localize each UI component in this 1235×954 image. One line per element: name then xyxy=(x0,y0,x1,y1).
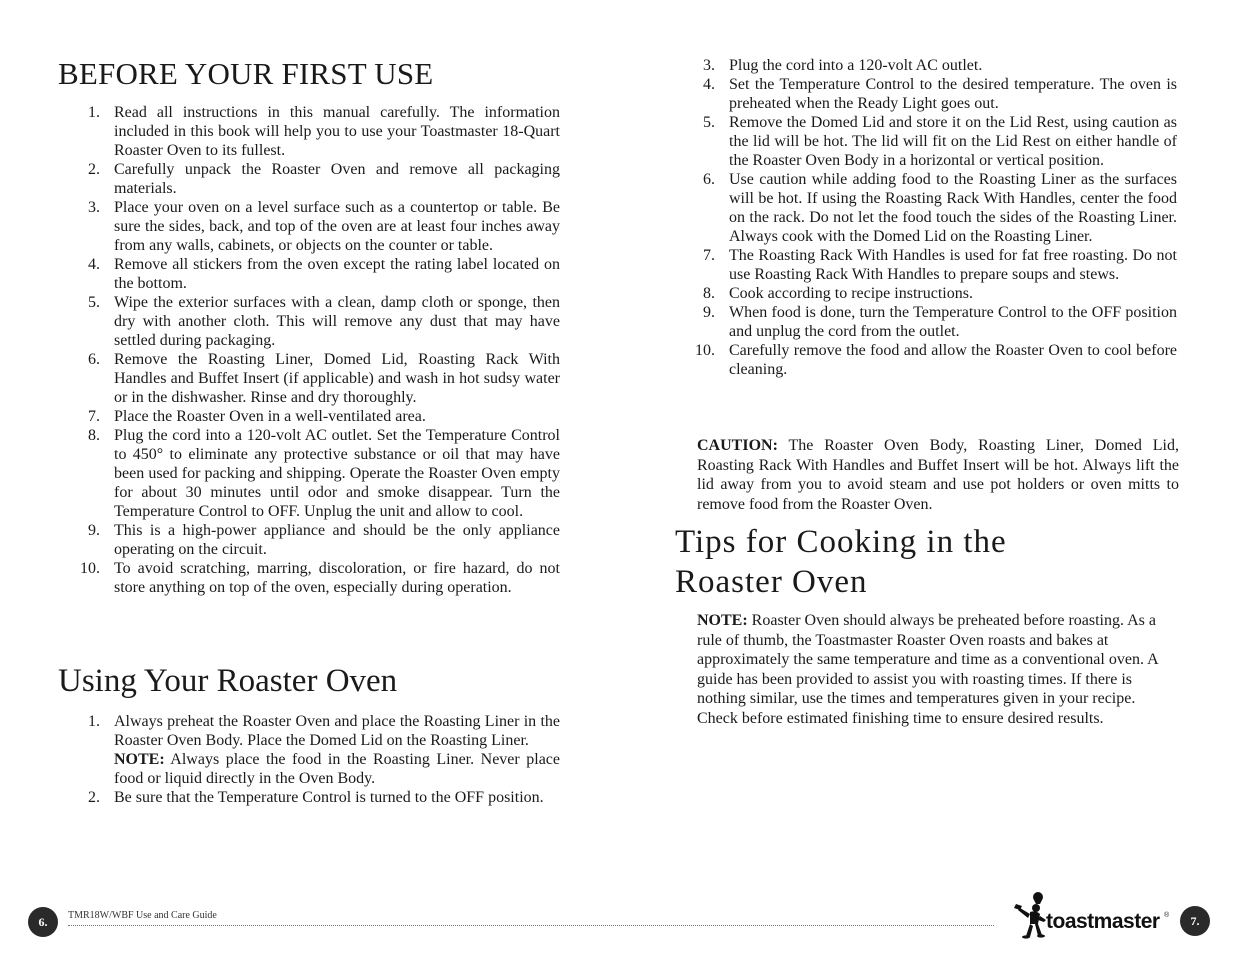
toastmaster-chef-mascot-icon xyxy=(1012,890,1048,940)
page-number-badge-left: 6. xyxy=(28,907,58,937)
list-item: 8. Cook according to recipe instructions. xyxy=(703,285,973,302)
heading-before-first-use: BEFORE YOUR FIRST USE xyxy=(58,56,434,91)
list-item: 2. Carefully unpack the Roaster Oven and remove all packaging materials. xyxy=(88,161,560,197)
heading-using-roaster-oven: Using Your Roaster Oven xyxy=(58,663,398,699)
list-item: 6. Remove the Roasting Liner, Domed Lid, Roasting Rack With Handles and Buffet Insert (if applicable) and wash in hot sudsy water or in the dishwasher. Rinse and dry thoroughly. xyxy=(88,351,560,406)
note-label: NOTE: xyxy=(697,612,748,629)
caution-paragraph: CAUTION: The Roaster Oven Body, Roasting Liner, Domed Lid, Roasting Rack With Handles and Buffet Insert will be hot. Always lift the lid away from you to avoid steam and use pot holders or oven mitts to remove food from the Roaster Oven. xyxy=(697,437,1179,513)
using-roaster-oven-list-continued xyxy=(673,56,1177,379)
list-item: 3. Plug the cord into a 120-volt AC outlet. xyxy=(703,57,983,74)
list-item: 1. Read all instructions in this manual carefully. The information included in this book will help you to use your Toastmaster 18-Quart Roaster Oven to its fullest. xyxy=(88,104,560,159)
list-item: 4. Remove all stickers from the oven except the rating label located on the bottom. xyxy=(88,256,560,292)
guide-title: TMR18W/WBF Use and Care Guide xyxy=(68,910,217,921)
list-item: 4. Set the Temperature Control to the desired temperature. The oven is preheated when the Ready Light goes out. xyxy=(703,76,1177,112)
before-first-use-list xyxy=(58,103,560,597)
list-item: 3. Place your oven on a level surface such as a countertop or table. Be sure the sides, back, and top of the oven are at least four inches away from any walls, cabinets, or objects on the counter or table. xyxy=(88,199,560,254)
list-item: 9. When food is done, turn the Temperature Control to the OFF position and unplug the cord from the outlet. xyxy=(703,304,1177,340)
toastmaster-logo xyxy=(1012,890,1172,940)
list-item: 5. Remove the Domed Lid and store it on the Lid Rest, using caution as the lid will be hot. The lid will fit on the Lid Rest on either handle of the Roaster Oven Body in a horizontal or vertical position. xyxy=(703,114,1177,169)
dotted-divider xyxy=(68,925,994,926)
list-item: 6. Use caution while adding food to the Roasting Liner as the surfaces will be hot. If using the Roasting Rack With Handles, center the food on the rack. Do not let the food touch the sides of the Roasting Liner. Always cook with the Domed Lid on the Roasting Liner. xyxy=(703,171,1177,245)
heading-tips-for-cooking: Tips for Cooking in the Roaster Oven xyxy=(675,524,1007,600)
list-item: 1. Always preheat the Roaster Oven and place the Roasting Liner in the Roaster Oven Body. Place the Domed Lid on the Roasting Liner. NOTE: Always place the food in the Roasting Liner. Never place food or liquid directly in the Oven Body. xyxy=(88,713,560,787)
caution-label: CAUTION: xyxy=(697,437,778,454)
list-item: 9. This is a high-power appliance and should be the only appliance operating on the circuit. xyxy=(88,522,560,558)
tips-note-paragraph: NOTE: Roaster Oven should always be preheated before roasting. As a rule of thumb, the Toastmaster Roaster Oven roasts and bakes at approximately the same temperature and time as a conventional oven. A guide has been provided to assist you with roasting times. If there is nothing similar, use the times and temperatures given in your recipe. Check before estimated finishing time to ensure desired results. xyxy=(697,612,1158,727)
page-number-badge-right: 7. xyxy=(1180,906,1210,936)
list-item: 7. Place the Roaster Oven in a well-ventilated area. xyxy=(88,408,426,425)
note-label: NOTE: xyxy=(114,751,165,768)
list-item: 10. Carefully remove the food and allow the Roaster Oven to cool before cleaning. xyxy=(695,342,1177,378)
list-item: 2. Be sure that the Temperature Control is turned to the OFF position. xyxy=(88,789,544,806)
list-item: 8. Plug the cord into a 120-volt AC outlet. Set the Temperature Control to 450° to eliminate any protective substance or oil that may have been used for packing and shipping. Operate the Roaster Oven empty for about 30 minutes until odor and smoke disappear. Turn the Temperature Control to OFF. Unplug the unit and allow to cool. xyxy=(88,427,560,520)
list-item: 7. The Roasting Rack With Handles is used for fat free roasting. Do not use Roasting Rack With Handles to prepare soups and stews. xyxy=(703,247,1177,283)
registered-mark: ® xyxy=(1164,912,1170,919)
brand-wordmark: toastmaster xyxy=(1046,910,1160,933)
list-item: 5. Wipe the exterior surfaces with a clean, damp cloth or sponge, then dry with another cloth. This will remove any dust that may have settled during packaging. xyxy=(88,294,560,349)
footer xyxy=(28,907,994,937)
list-item: 10. To avoid scratching, marring, discoloration, or fire hazard, do not store anything on top of the oven, especially during operation. xyxy=(80,560,560,596)
using-roaster-oven-list xyxy=(58,712,560,807)
